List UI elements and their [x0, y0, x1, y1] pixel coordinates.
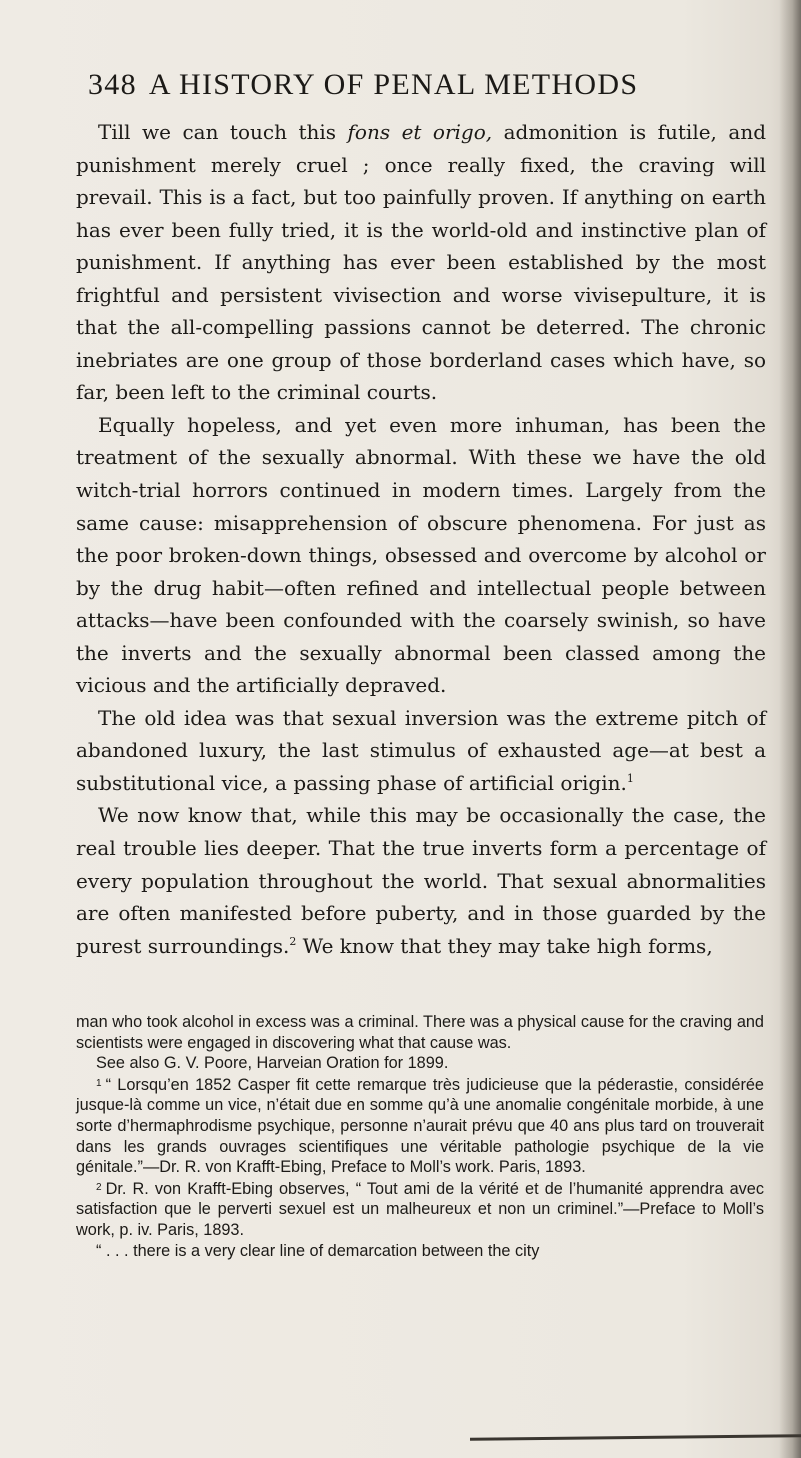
page-number: 348: [88, 68, 137, 101]
latin-phrase: fons et origo,: [347, 120, 493, 144]
footnote-ref-2: 2: [289, 934, 297, 948]
paragraph-4: We now know that, while this may be occasionally the case, the real trouble lies deeper. That the true inverts form a percentage of every population throughout the world. That sexual abnormalities are often manifested before puberty, and in those guarded by the purest surroundings.$^2$ We know that they may take high forms,: [76, 803, 766, 958]
paragraph-2: Equally hopeless, and yet even more inhuman, has been the treatment of the sexually abnormal. With these we have the old witch-trial horrors continued in modern times. Largely from the same cause: misapprehension of obscure phenomena. For just as the poor broken-down things, obsessed and overcome by alcohol or by the drug habit—often refined and intellectual people between attacks—have been confounded with the coarsely swinish, so have the inverts and the sexually abnormal been classed among the vicious and the artificially depraved.: [76, 412, 766, 698]
footnote-continuation: man who took alcohol in excess was a criminal. There was a physical cause for the craving and scientists were engaged in discovering what that cause was.: [76, 1013, 764, 1052]
footnote-ref-1: 1: [626, 771, 634, 785]
footnotes: [76, 1012, 764, 1261]
page-edge-shadow: [779, 0, 801, 1458]
footnote-2: $^2$ Dr. R. von Krafft-Ebing observes, “ Tout ami de la vérité et de l’humanité apprendra avec satisfaction que le perverti sexuel est un malheureux et non un criminel.”—Preface to Moll’s work, p. iv. Paris, 1893.: [76, 1179, 764, 1239]
main-text: [76, 116, 766, 962]
paragraph-3: The old idea was that sexual inversion was the extreme pitch of abandoned luxury, the last stimulus of exhausted age—at best a substitutional vice, a passing phase of artificial origin.$^1$: [76, 705, 766, 795]
footnote-see-also: See also G. V. Poore, Harveian Oration for 1899.: [96, 1054, 449, 1073]
running-header: [88, 68, 768, 102]
footnote-1-mark: 1: [96, 1077, 102, 1089]
footnote-2-continuation: “ . . . there is a very clear line of demarcation between the city: [96, 1241, 540, 1260]
running-title: A HISTORY OF PENAL METHODS: [148, 68, 639, 101]
page-bottom-edge: [470, 1434, 801, 1440]
paragraph-1: Till we can touch this fons et origo, admonition is futile, and punishment merely cruel ; once really fixed, the craving will prevail. This is a fact, but too painfully proven. If anything on earth has ever been fully tried, it is the world-old and instinctive plan of punishment. If anything has ever been established by the most frightful and persistent vivisection and worse vivisepulture, it is that the all-compelling passions cannot be deterred. The chronic inebriates are one group of those borderland cases which have, so far, been left to the criminal courts.: [76, 120, 767, 405]
footnote-1: $^1$ “ Lorsqu’en 1852 Casper fit cette remarque très judicieuse que la péderastie, considérée jusque-là comme un vice, n’était due en somme qu’à une anomalie congénitale morbide, à une sorte d’hermaphrodisme psychique, personne n’aurait prévu que 40 ans plus tard on trouverait dans les grands ouvrages scientifiques une véritable pathologie psychique de la vie génitale.”—Dr. R. von Krafft-Ebing, Preface to Moll’s work. Paris, 1893.: [76, 1075, 764, 1177]
footnote-2-mark: 2: [96, 1181, 102, 1193]
